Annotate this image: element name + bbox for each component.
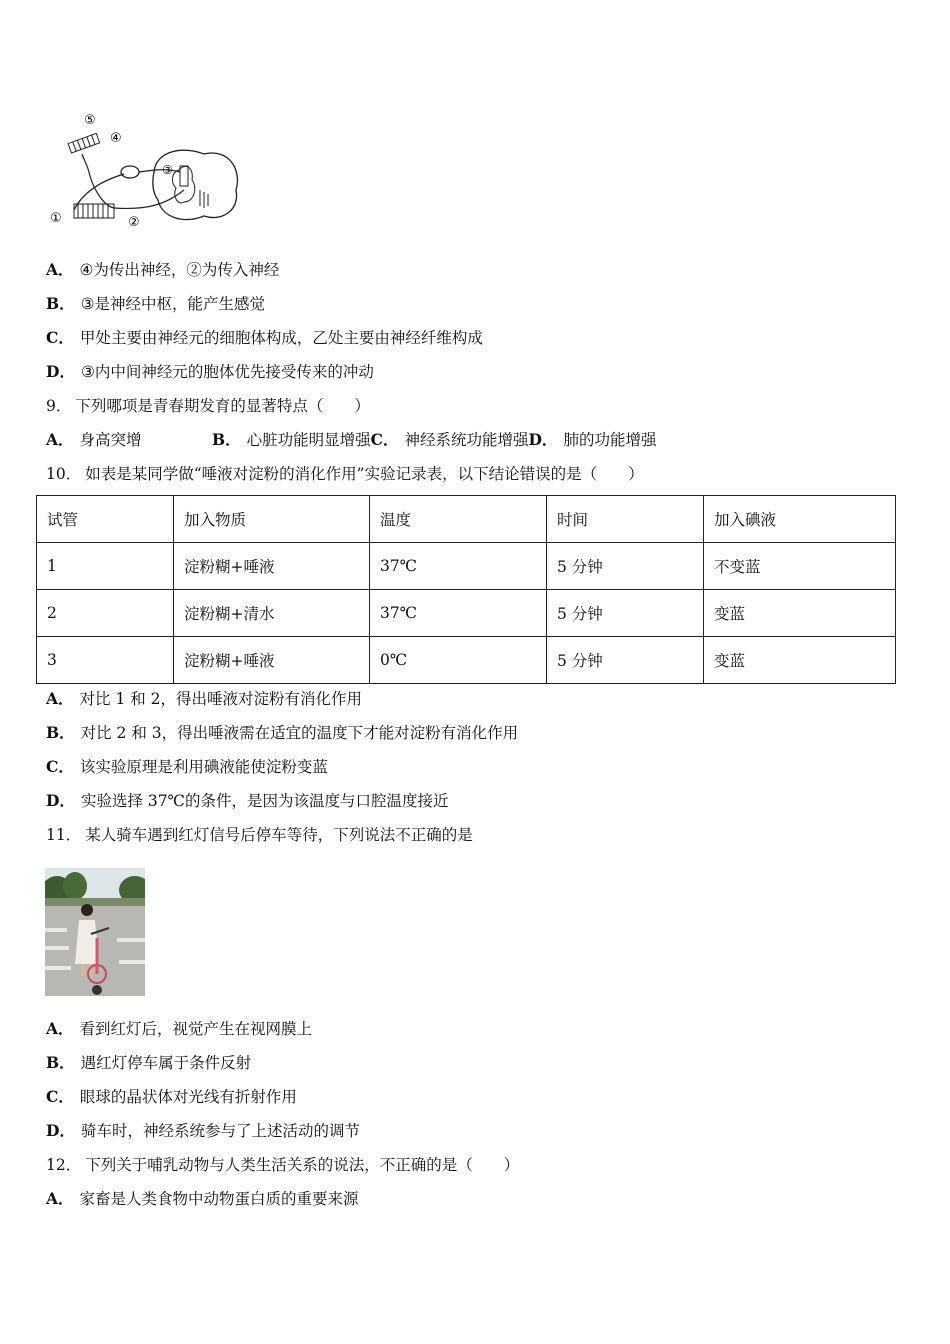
q12-option-a: A． 家畜是人类食物中动物蛋白质的重要来源 [46, 1189, 359, 1208]
table-cell: 不变蓝 [704, 543, 896, 590]
q10-option-a: A． 对比 1 和 2，得出唾液对淀粉有消化作用 [46, 689, 363, 708]
reflex-arc-figure [44, 110, 244, 232]
q10-option-d: D． 实验选择 37℃的条件，是因为该温度与口腔温度接近 [46, 791, 449, 810]
q8-option-b: B． ③是神经中枢，能产生感觉 [46, 294, 266, 313]
q8-option-a: A． ④为传出神经，②为传入神经 [46, 260, 280, 279]
table-cell: 变蓝 [704, 590, 896, 637]
q8-option-c: C． 甲处主要由神经元的细胞体构成，乙处主要由神经纤维构成 [46, 328, 483, 347]
experiment-table [36, 495, 896, 684]
label-1: ① [50, 211, 62, 226]
cyclist-photo [45, 868, 145, 996]
q9-option-d: D． 肺的功能增强 [528, 430, 657, 449]
table-cell: 1 [37, 543, 174, 590]
q11-option-c: C． 眼球的晶状体对光线有折射作用 [46, 1087, 297, 1106]
q11-option-b: B． 遇红灯停车属于条件反射 [46, 1053, 252, 1072]
q9-option-b: B． 心脏功能明显增强 [212, 430, 371, 449]
table-row [37, 637, 896, 684]
q12-stem: 12． 下列关于哺乳动物与人类生活关系的说法，不正确的是（ ） [46, 1156, 520, 1174]
q8-option-d: D． ③内中间神经元的胞体优先接受传来的冲动 [46, 362, 374, 381]
q11-stem: 11． 某人骑车遇到红灯信号后停车等待，下列说法不正确的是 [46, 826, 473, 844]
q10-option-c: C． 该实验原理是利用碘液能使淀粉变蓝 [46, 757, 328, 776]
table-cell: 淀粉糊+清水 [174, 590, 370, 637]
q9-option-a: A． 身高突增 [46, 430, 142, 449]
q10-stem: 10． 如表是某同学做“唾液对淀粉的消化作用”实验记录表，以下结论错误的是（ ） [46, 465, 644, 483]
q11-option-d: D． 骑车时，神经系统参与了上述活动的调节 [46, 1121, 360, 1140]
table-cell: 5 分钟 [547, 543, 704, 590]
table-cell: 37℃ [370, 590, 547, 637]
header-cell: 试管 [37, 496, 174, 543]
header-cell: 加入物质 [174, 496, 370, 543]
label-3: ③ [162, 163, 173, 177]
table-header-row [37, 496, 896, 543]
table-cell: 淀粉糊+唾液 [174, 637, 370, 684]
table-cell: 5 分钟 [547, 590, 704, 637]
label-2: ② [128, 215, 140, 230]
table-cell: 2 [37, 590, 174, 637]
table-cell: 37℃ [370, 543, 547, 590]
table-cell: 0℃ [370, 637, 547, 684]
q11-option-a: A． 看到红灯后，视觉产生在视网膜上 [46, 1019, 313, 1038]
header-cell: 加入碘液 [704, 496, 896, 543]
table-row [37, 543, 896, 590]
table-row [37, 590, 896, 637]
label-4: ④ [110, 131, 122, 146]
table-cell: 3 [37, 637, 174, 684]
q9-stem: 9． 下列哪项是青春期发育的显著特点（ ） [46, 397, 370, 415]
q9-option-c: C． 神经系统功能增强 [370, 430, 529, 449]
q10-option-b: B． 对比 2 和 3，得出唾液需在适宜的温度下才能对淀粉有消化作用 [46, 723, 519, 742]
header-cell: 时间 [547, 496, 704, 543]
q9-options [46, 430, 656, 450]
label-5: ⑤ [84, 113, 96, 128]
table-cell: 5 分钟 [547, 637, 704, 684]
table-cell: 淀粉糊+唾液 [174, 543, 370, 590]
header-cell: 温度 [370, 496, 547, 543]
table-cell: 变蓝 [704, 637, 896, 684]
